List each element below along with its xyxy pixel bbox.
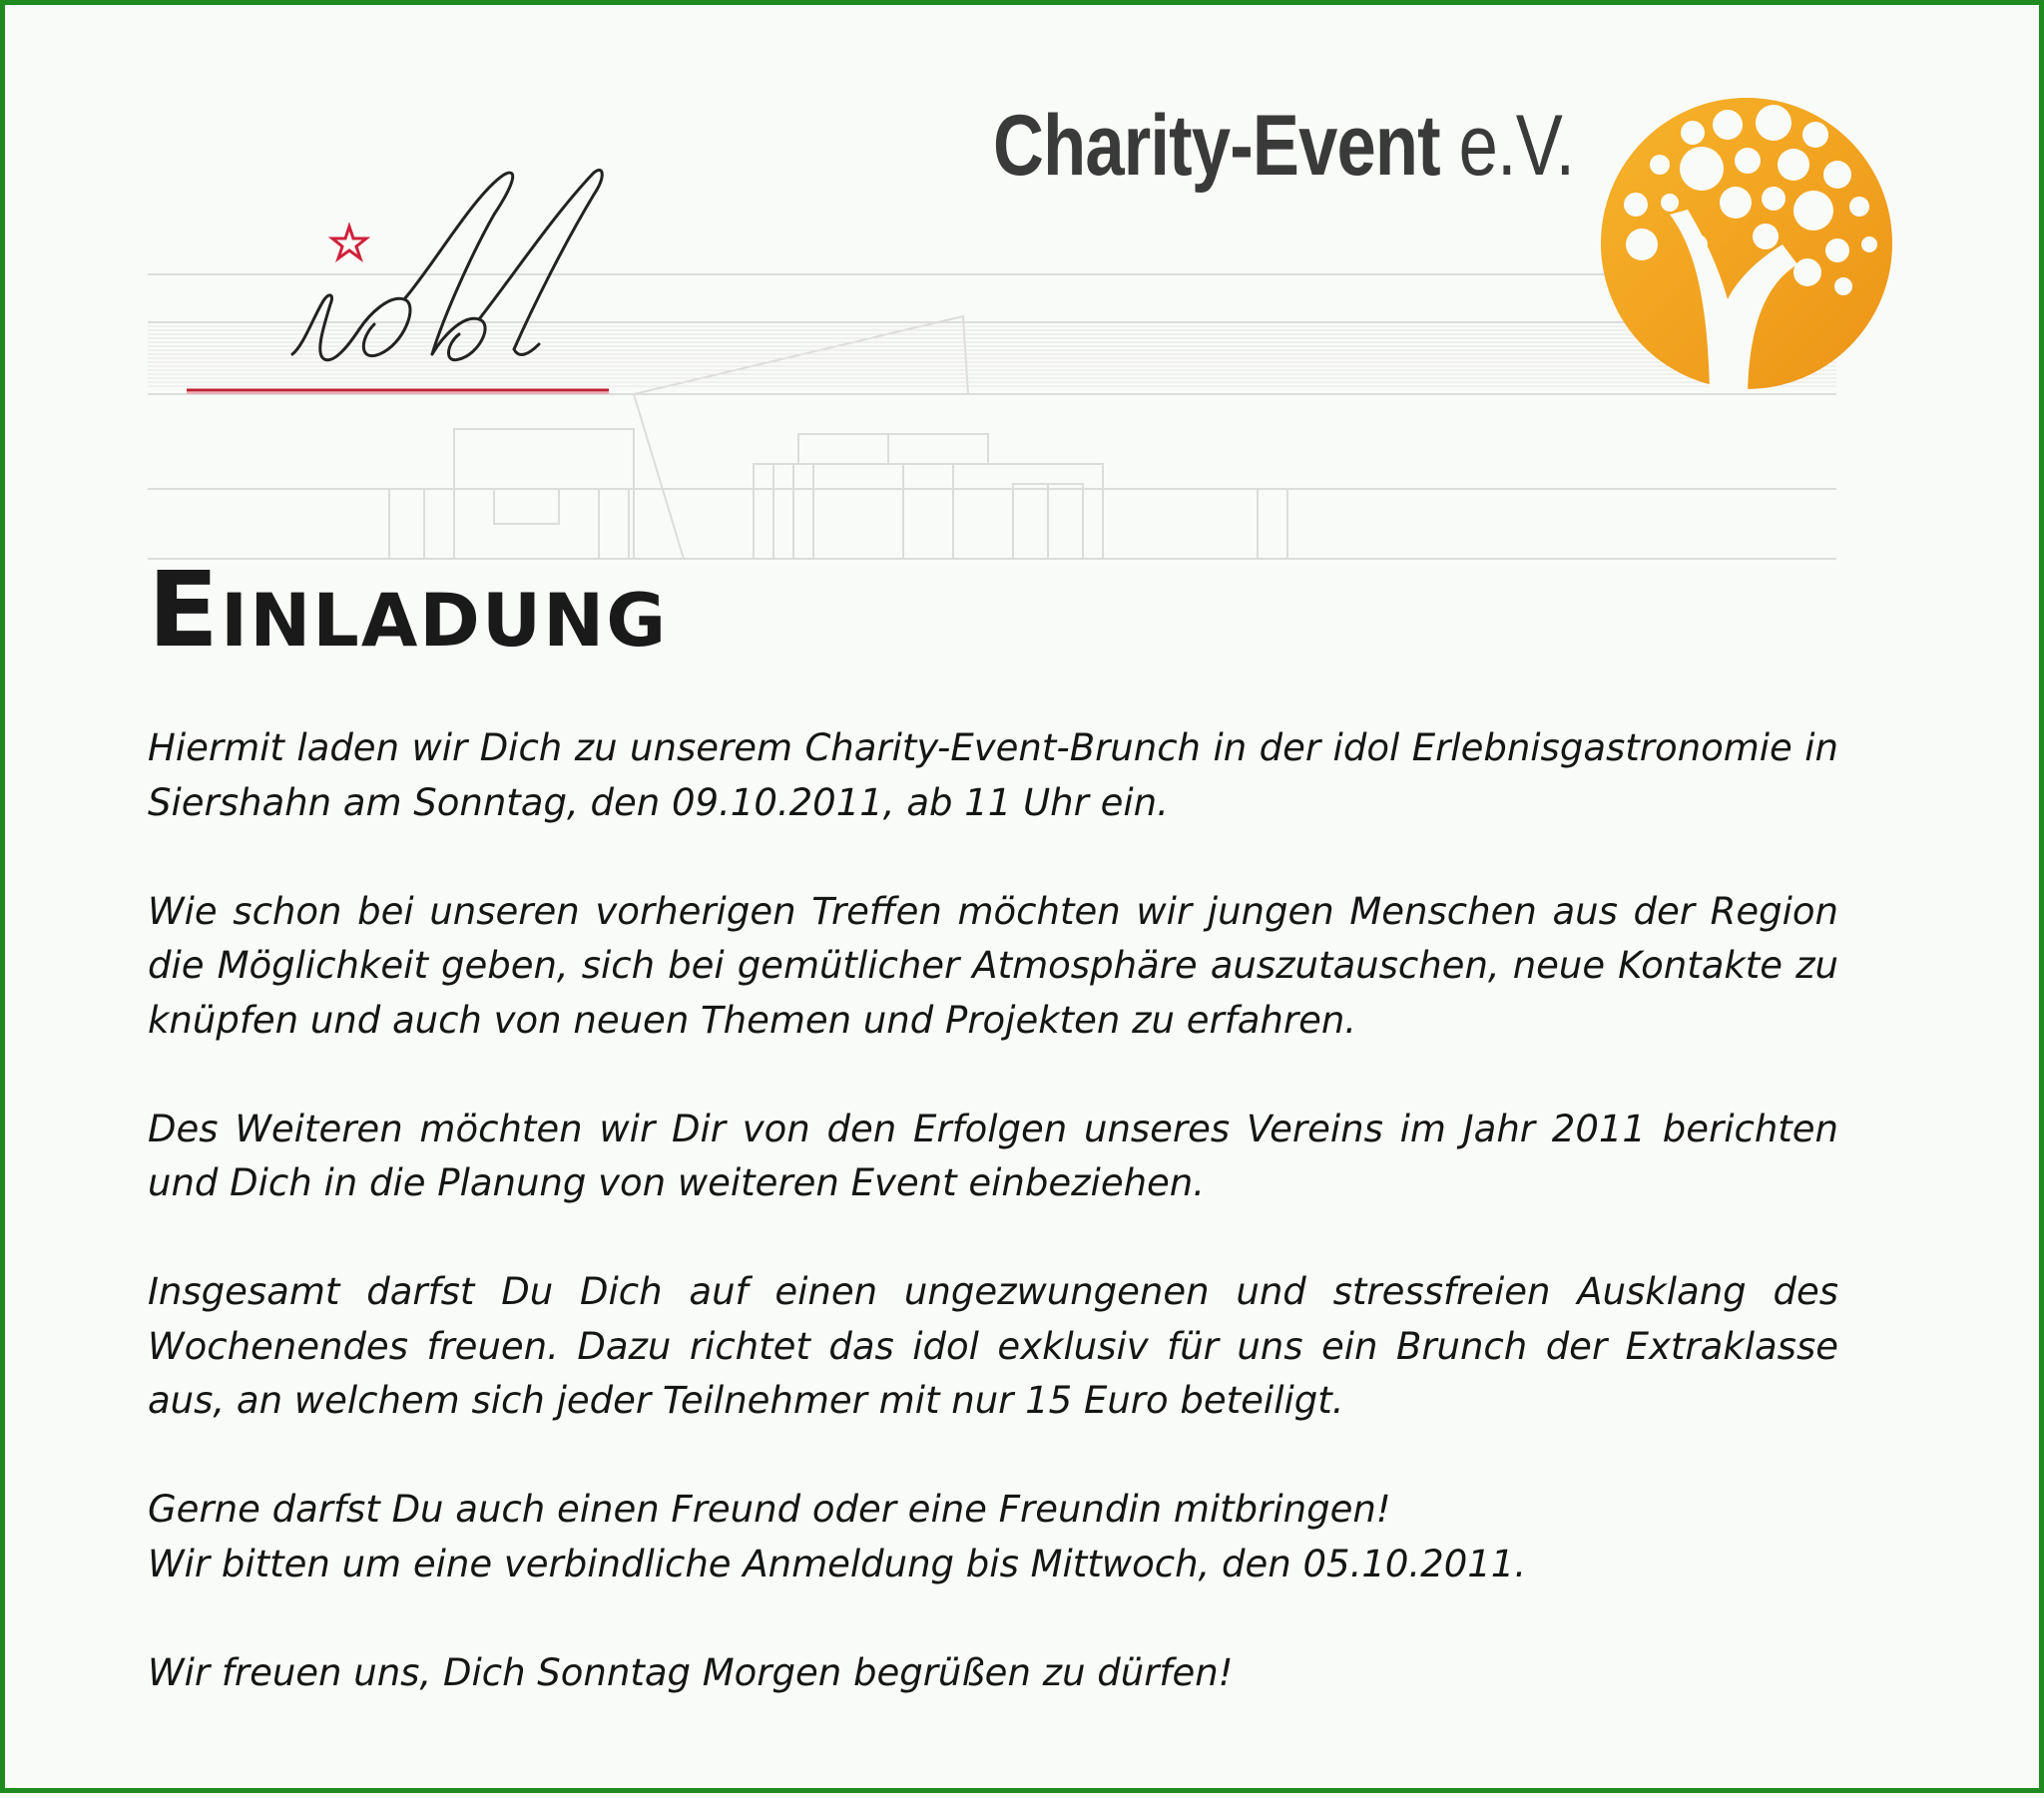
paragraph-brunch: Insgesamt darfst Du Dich auf einen ungezwungenen und stressfreien Ausklang des Wochenendes freuen. Dazu richtet das idol exklusiv für uns ein Brunch der Extraklasse aus, an welchem sich jeder Teilnehmer mit nur 15 Euro beteiligt. [148, 1270, 1838, 1422]
tree-logo-icon [1598, 95, 1895, 392]
idol-logo [175, 155, 624, 404]
page-title: Einladung [148, 549, 669, 671]
bring-friend-line: Gerne darfst Du auch einen Freund oder eine Freundin mitbringen! [148, 1488, 1391, 1531]
paragraph-intro: Hiermit laden wir Dich zu unserem Charity-Event-Brunch in der idol Erlebnisgastronomie in Siershahn am Sonntag, den 09.10.2011, ab 11 Uhr ein. [148, 726, 1838, 824]
paragraph-planning: Des Weiteren möchten wir Dir von den Erfolgen unseres Vereins im Jahr 2011 berichten und Dich in die Planung von weiteren Event einbeziehen. [148, 1107, 1838, 1204]
organization-suffix: e.V. [1439, 98, 1575, 194]
paragraph-purpose: Wie schon bei unseren vorherigen Treffen möchten wir jungen Menschen aus der Region die Möglichkeit geben, sich bei gemütlicher Atmosphäre auszutauschen, neue Kontakte zu knüpfen und auch von neuen Themen und Projekten zu erfahren. [148, 889, 1838, 1042]
organization-name: Charity-Event [993, 98, 1440, 194]
registration-deadline-line: Wir bitten um eine verbindliche Anmeldung bis Mittwoch, den 05.10.2011. [148, 1542, 1527, 1585]
organization-title [993, 97, 1574, 196]
invitation-body [148, 721, 1838, 1700]
paragraph-closing: Wir freuen uns, Dich Sonntag Morgen begrüßen zu dürfen! [148, 1650, 1234, 1694]
star-icon [332, 226, 366, 258]
paragraph-registration [148, 1483, 1838, 1591]
